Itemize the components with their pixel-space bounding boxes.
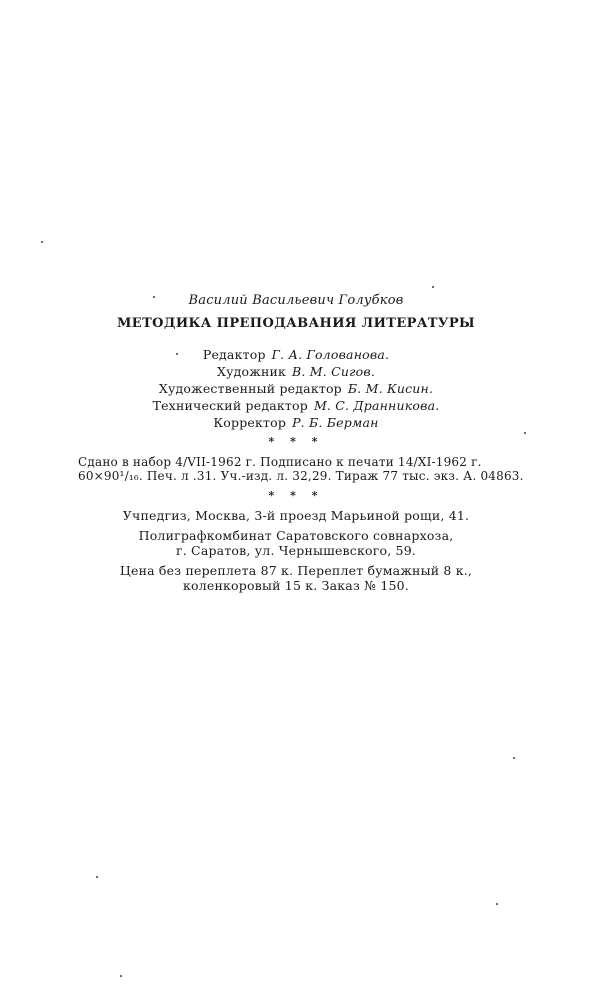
credit-role: Художественный редактор [158,381,342,396]
separator-stars: * * * [268,489,324,502]
price-line-2: коленкоровый 15 к. Заказ № 150. [183,578,409,593]
credit-tech-editor [0,398,592,413]
printer-line-2: г. Саратов, ул. Чернышевского, 59. [175,543,417,558]
credit-role: Редактор [202,347,266,362]
scan-speck [41,241,43,243]
credit-name: М. С. Дранникова. [313,398,440,413]
credit-name: Г. А. Голованова. [271,347,390,362]
separator-stars: * * * [268,435,324,448]
book-title: МЕТОДИКА ПРЕПОДАВАНИЯ ЛИТЕРАТУРЫ [116,316,476,331]
credit-proofreader [0,415,592,430]
author-name: Василий Васильевич Голубков [188,293,404,308]
scan-speck [496,903,498,905]
imprint-line-1: Сдано в набор 4/VII-1962 г. Подписано к печати 14/XI-1962 г. [78,455,482,469]
credit-editor [0,347,592,362]
scan-speck [176,353,178,355]
publisher-line: Учпедгиз, Москва, 3-й проезд Марьиной рощи, 41. [122,508,470,523]
scan-speck [96,876,98,878]
credit-role: Технический редактор [152,398,308,413]
price-line-1: Цена без переплета 87 к. Переплет бумажный 8 к., [119,563,473,578]
scan-speck [120,975,122,977]
credit-name: Р. Б. Берман [292,415,379,430]
credit-artist [0,364,592,379]
scan-speck [432,286,434,288]
imprint-line-2: 60×90¹/₁₆. Печ. л .31. Уч.-изд. л. 32,29. Тираж 77 тыс. экз. А. 04863. [78,469,524,483]
scan-speck [513,757,515,759]
credit-name: Б. М. Кисин. [347,381,434,396]
scan-speck [524,432,526,434]
printer-line-1: Полиграфкомбинат Саратовского совнархоза, [138,528,454,543]
scan-speck [153,296,155,298]
credit-art-editor [0,381,592,396]
credit-role: Корректор [213,415,287,430]
credit-role: Художник [216,364,287,379]
credit-name: В. М. Сигов. [292,364,376,379]
